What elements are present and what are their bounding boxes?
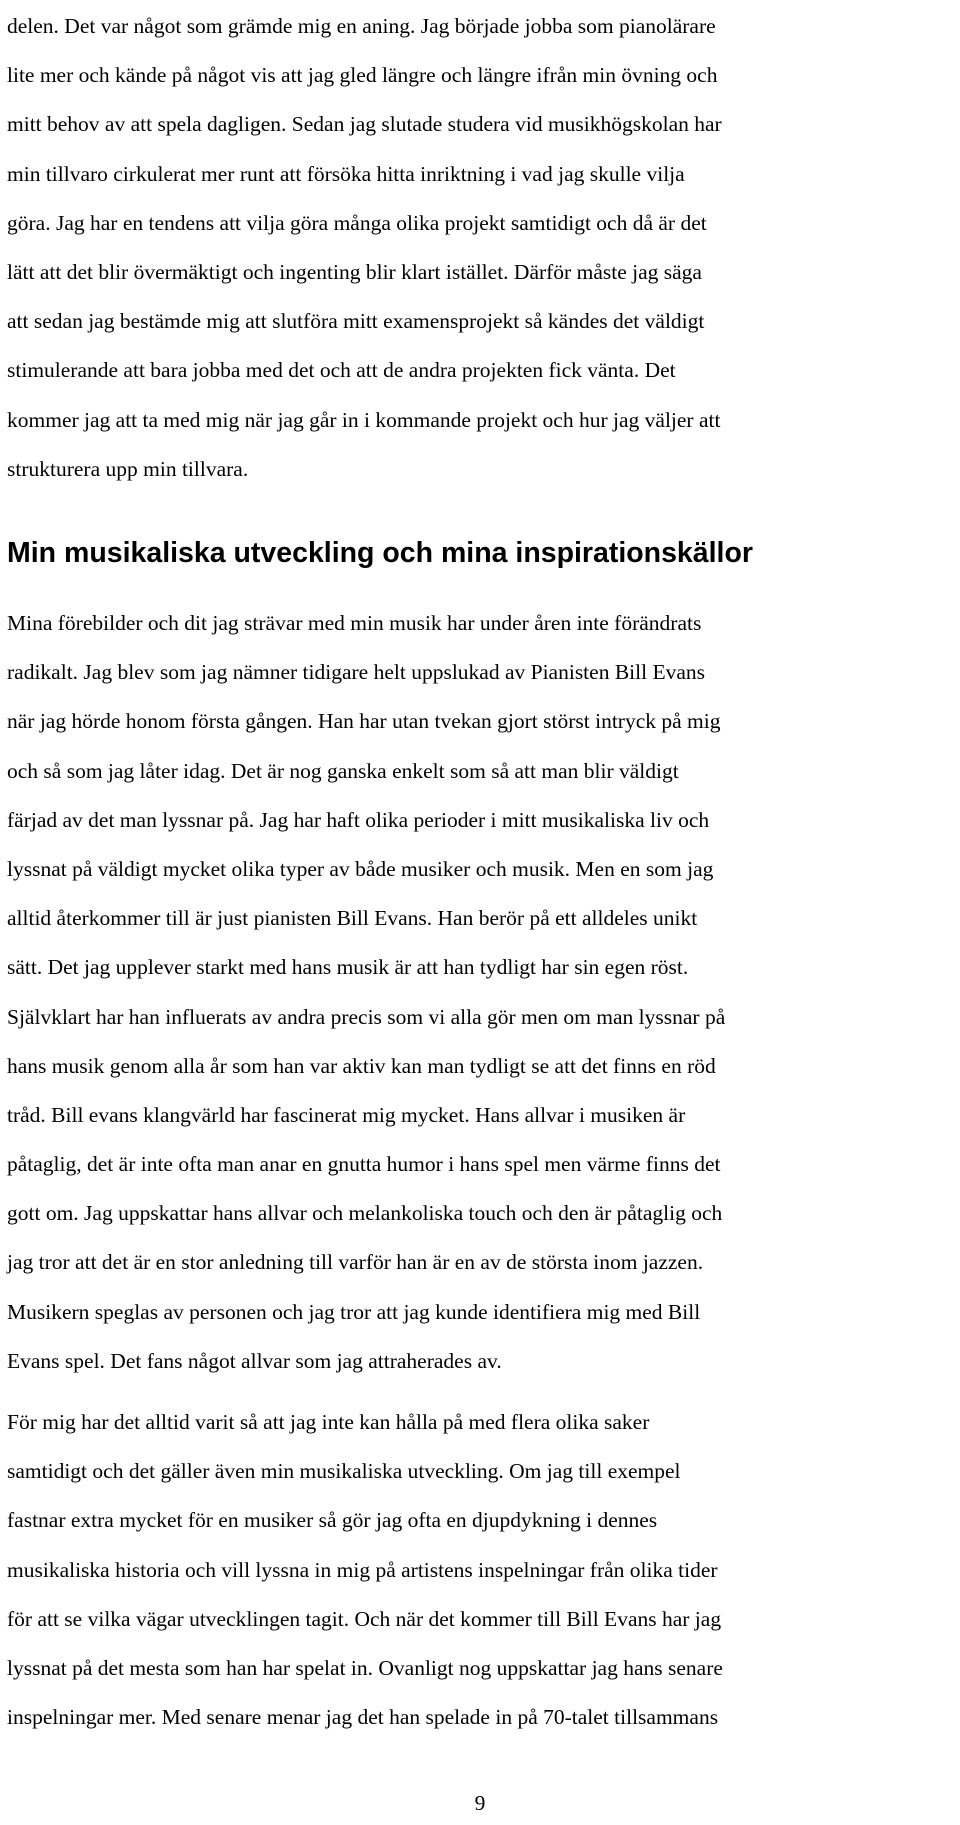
text-line: färjad av det man lyssnar på. Jag har haft olika perioder i mitt musikaliska liv och [7, 807, 710, 832]
text-line: sätt. Det jag upplever starkt med hans musik är att han tydligt har sin egen röst. [7, 955, 689, 980]
text-line: Mina förebilder och dit jag strävar med min musik har under åren inte förändrats [7, 611, 702, 635]
text-line: göra. Jag har en tendens att vilja göra många olika projekt samtidigt och då är det [7, 210, 707, 235]
paragraph-inspiration [7, 599, 949, 1386]
text-line: att sedan jag bestämde mig att slutföra mitt examensprojekt så kändes det väldigt [7, 309, 705, 334]
text-line: när jag hörde honom första gången. Han har utan tvekan gjort störst intryck på mig [7, 709, 721, 734]
text-line: delen. Det var något som grämde mig en aning. Jag började jobba som pianolärare [7, 14, 716, 38]
paragraph-development [7, 1398, 949, 1742]
text-line: radikalt. Jag blev som jag nämner tidigare helt uppslukad av Pianisten Bill Evans [7, 660, 706, 685]
text-line: strukturera upp min tillvara. [7, 456, 249, 481]
text-line: Evans spel. Det fans något allvar som jag attraherades av. [7, 1348, 502, 1373]
text-line: lyssnat på det mesta som han har spelat in. Ovanligt nog uppskattar jag hans senare [7, 1655, 723, 1680]
section-heading: Min musikaliska utveckling och mina inspirationskällor [7, 537, 753, 569]
text-line: för att se vilka vägar utvecklingen tagit. Och när det kommer till Bill Evans har jag [7, 1606, 722, 1631]
text-line: samtidigt och det gäller även min musikaliska utveckling. Om jag till exempel [7, 1459, 681, 1484]
text-line: Musikern speglas av personen och jag tror att jag kunde identifiera mig med Bill [7, 1299, 701, 1324]
paragraph-intro [7, 2, 949, 494]
text-line: mitt behov av att spela dagligen. Sedan jag slutade studera vid musikhögskolan har [7, 112, 722, 137]
text-line: lyssnat på väldigt mycket olika typer av både musiker och musik. Men en som jag [7, 856, 714, 881]
text-line: min tillvaro cirkulerat mer runt att försöka hitta inriktning i vad jag skulle vilja [7, 161, 685, 186]
text-line: alltid återkommer till är just pianisten Bill Evans. Han berör på ett alldeles unikt [7, 906, 698, 931]
text-line: För mig har det alltid varit så att jag inte kan hålla på med flera olika saker [7, 1410, 650, 1434]
text-line: hans musik genom alla år som han var aktiv kan man tydligt se att det finns en röd [7, 1053, 716, 1078]
text-line: och så som jag låter idag. Det är nog ganska enkelt som så att man blir väldigt [7, 758, 679, 783]
text-line: kommer jag att ta med mig när jag går in i kommande projekt och hur jag väljer att [7, 407, 721, 432]
text-line: påtaglig, det är inte ofta man anar en gnutta humor i hans spel men värme finns det [7, 1152, 721, 1177]
text-line: tråd. Bill evans klangvärld har fascinerat mig mycket. Hans allvar i musiken är [7, 1102, 686, 1127]
text-line: fastnar extra mycket för en musiker så gör jag ofta en djupdykning i dennes [7, 1508, 658, 1533]
text-line: lite mer och kände på något vis att jag gled längre och längre ifrån min övning och [7, 63, 718, 88]
text-line: gott om. Jag uppskattar hans allvar och melankoliska touch och den är påtaglig och [7, 1201, 723, 1226]
text-line: musikaliska historia och vill lyssna in mig på artistens inspelningar från olika tider [7, 1557, 718, 1582]
text-line: inspelningar mer. Med senare menar jag det han spelade in på 70-talet tillsammans [7, 1705, 719, 1730]
text-line: Självklart har han influerats av andra precis som vi alla gör men om man lyssnar på [7, 1004, 726, 1029]
text-line: lätt att det blir övermäktigt och ingenting blir klart istället. Därför måste jag säga [7, 259, 702, 284]
text-line: jag tror att det är en stor anledning till varför han är en av de största inom jazzen. [7, 1250, 704, 1275]
page-number: 9 [474, 1791, 486, 1815]
text-line: stimulerande att bara jobba med det och att de andra projekten fick vänta. Det [7, 358, 676, 383]
